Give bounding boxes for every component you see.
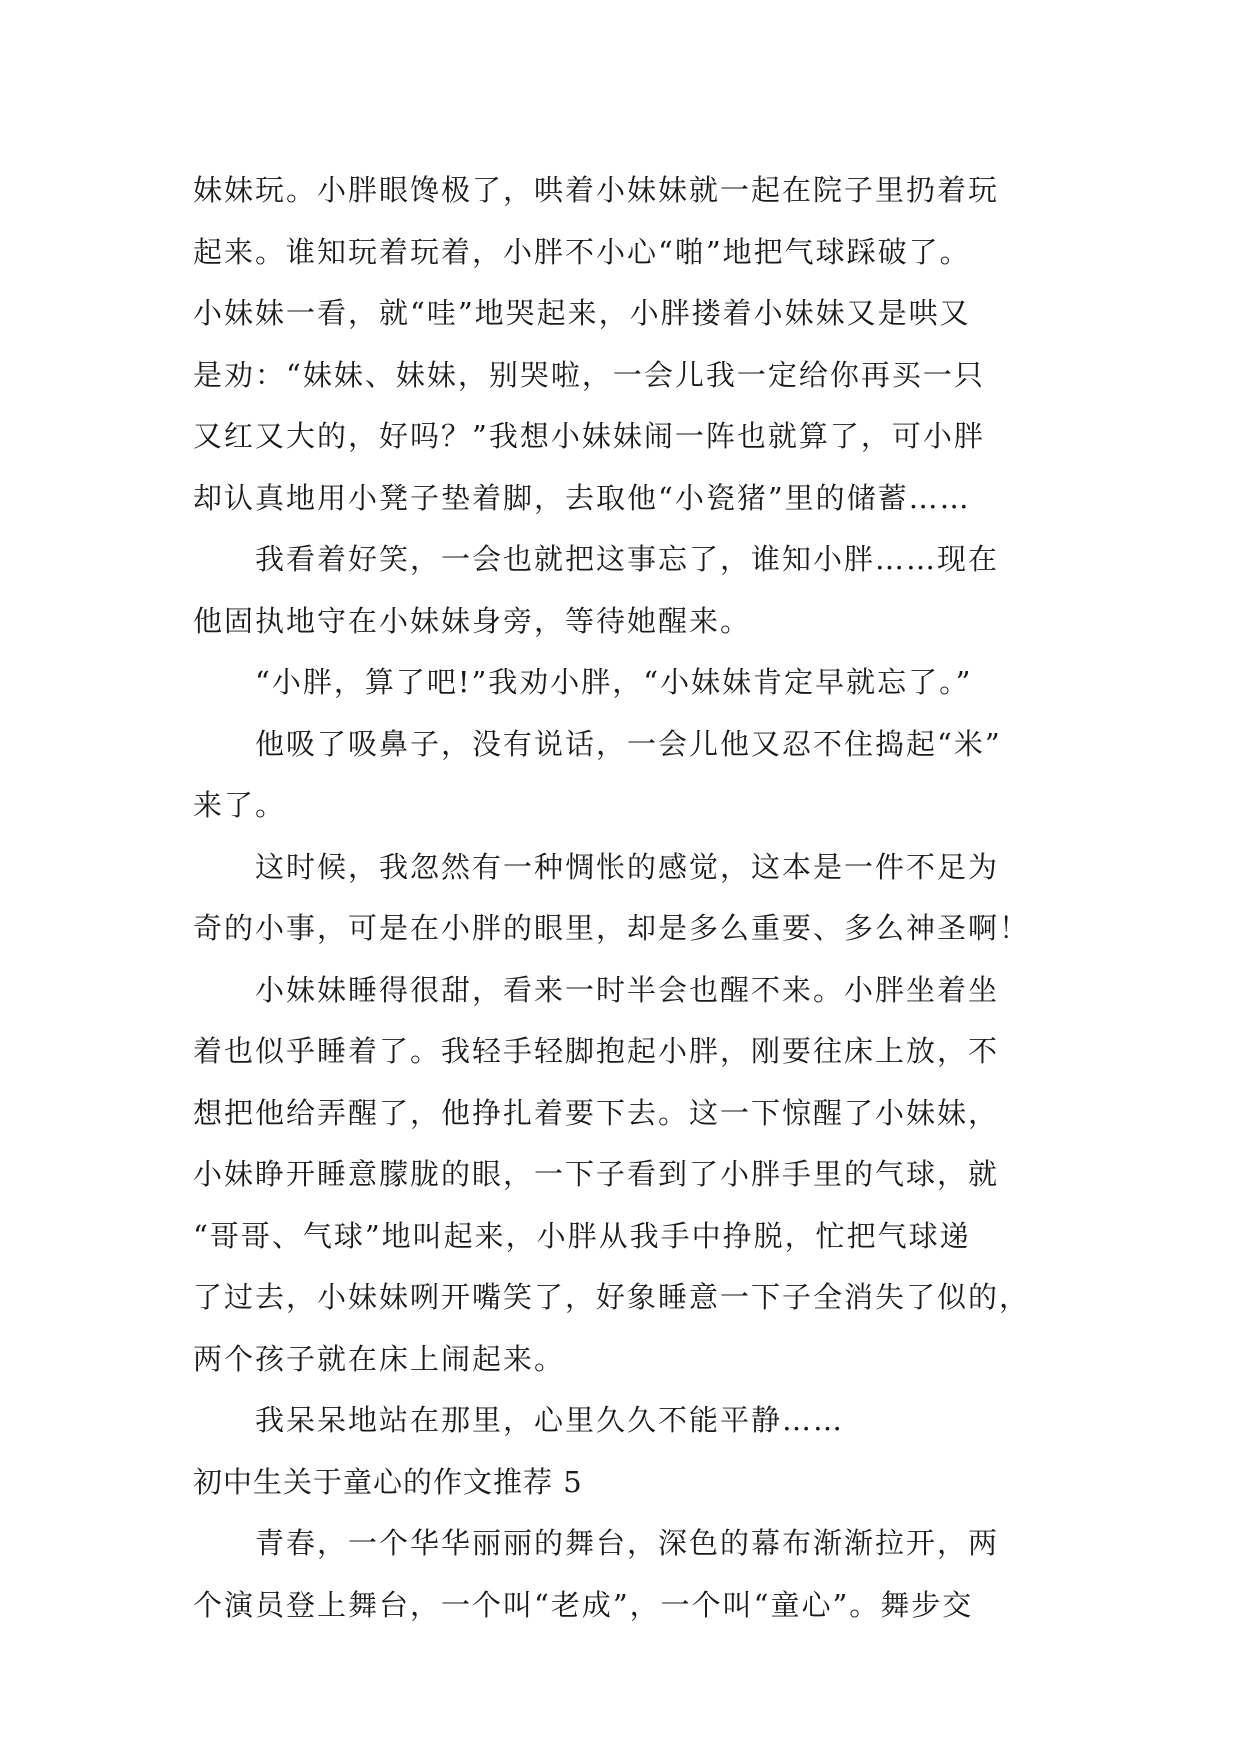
text-line: 起来。谁知玩着玩着，小胖不小心“啪”地把气球踩破了。	[193, 234, 971, 269]
text-line: 了过去，小妹妹咧开嘴笑了，好象睡意一下子全消失了似的，	[193, 1280, 1031, 1314]
text-line: 我呆呆地站在那里，心里久久不能平静……	[255, 1403, 845, 1437]
text-line: 着也似乎睡着了。我轻手轻脚抱起小胖，刚要往床上放，不	[193, 1034, 1000, 1068]
text-line: 小妹妹一看，就“哇”地哭起来，小胖搂着小妹妹又是哄又	[193, 296, 971, 330]
text-line: 小妹妹睡得很甜，看来一时半会也醒不来。小胖坐着坐	[255, 972, 1000, 1007]
essay-text-block	[193, 160, 1053, 1636]
text-line: “哥哥、气球”地叫起来，小胖从我手中挣脱，忙把气球递	[193, 1218, 971, 1253]
text-line: 妹妹玩。小胖眼馋极了，哄着小妹妹就一起在院子里扔着玩	[193, 173, 1000, 207]
text-line: 两个孩子就在床上闹起来。	[193, 1341, 566, 1376]
text-line: 他固执地守在小妹妹身旁，等待她醒来。	[193, 603, 752, 638]
text-line: 他吸了吸鼻子，没有说话，一会儿他又忍不住捣起“米”	[255, 726, 1002, 761]
text-line: 小妹睁开睡意朦胧的眼，一下子看到了小胖手里的气球，就	[193, 1157, 1000, 1191]
text-line: “小胖，算了吧!”我劝小胖，“小妹妹肯定早就忘了。”	[255, 665, 973, 699]
text-line: 我看着好笑，一会也就把这事忘了，谁知小胖……现在	[255, 542, 1000, 576]
text-line: 是劝：“妹妹、妹妹，别哭啦，一会儿我一定给你再买一只	[193, 357, 985, 392]
text-line: 个演员登上舞台，一个叫“老成”，一个叫“童心”。舞步交	[193, 1587, 974, 1622]
text-line: 想把他给弄醒了，他挣扎着要下去。这一下惊醒了小妹妹，	[193, 1095, 1000, 1130]
text-line: 奇的小事，可是在小胖的眼里，却是多么重要、多么神圣啊！	[193, 911, 1031, 945]
text-line: 这时候，我忽然有一种惆怅的感觉，这本是一件不足为	[255, 849, 1000, 884]
section-heading: 初中生关于童心的作文推荐 5	[193, 1464, 583, 1499]
text-line: 青春，一个华华丽丽的舞台，深色的幕布渐渐拉开，两	[255, 1526, 1000, 1560]
text-line: 又红又大的，好吗？”我想小妹妹闹一阵也就算了，可小胖	[193, 419, 985, 453]
text-line: 来了。	[193, 788, 287, 822]
text-line: 却认真地用小凳子垫着脚，去取他“小瓷猪”里的储蓄……	[193, 480, 971, 515]
